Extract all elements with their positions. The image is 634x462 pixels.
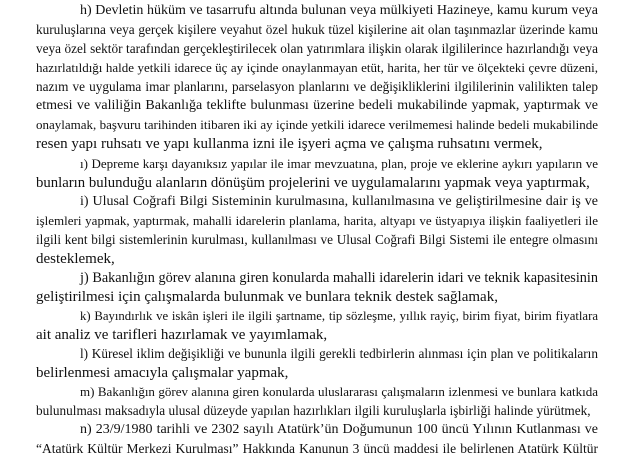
text-line: l) Küresel iklim değişikliği ve bununla ilgili gerekli tedbirlerin alınması için plan ve politikaların xyxy=(80,346,598,361)
text-line: h) Devletin hüküm ve tasarrufu altında bulunan veya mülkiyeti Hazineye, kamu kurum veya xyxy=(80,3,598,18)
text-line: bunların bulunduğu alanların dönüşüm projelerini ve uygulamalarını yapmak veya yaptırmak, xyxy=(36,175,590,191)
text-line: desteklemek, xyxy=(36,251,115,267)
text-line: veya özel sektör tarafından gerçekleştirilecek olan yatırımlara ilişkin olarak ilgililerince hazırlandığı veya xyxy=(36,41,598,56)
text-line: geliştirilmesi için çalışmalarda bulunmak ve bunlara teknik destek sağlamak, xyxy=(36,289,498,305)
text-line: j) Bakanlığın görev alanına giren konularda mahalli idarelerin idari ve teknik kapasitesinin xyxy=(80,270,598,286)
text-line: ı) Depreme karşı dayanıksız yapılar ile imar mevzuatına, plan, proje ve eklerine aykırı yapıların ve xyxy=(80,156,598,171)
text-line: etmesi ve valiliğin Bakanlığa teklifte bulunması üzerine bedeli mukabilinde yapmak, yaptırmak ve xyxy=(36,98,598,113)
text-line: n) 23/9/1980 tarihli ve 2302 sayılı Atatürk’ün Doğumunun 100 üncü Yılının Kutlanması ve xyxy=(80,422,598,437)
text-line: kuruluşlarına veya gerçek kişilere veyahut özel hukuk tüzel kişilerine ait olan taşınmazlar üzerinde kamu xyxy=(36,22,598,37)
text-line: işlemleri yapmak, yaptırmak, mahalli idarelerin planlama, harita, altyapı ve üstyapıya ilişkin faaliyetleri ile xyxy=(36,213,598,228)
text-line: k) Bayındırlık ve iskân işleri ile ilgili şartname, tip sözleşme, yıllık rayiç, birim fiyat, birim fiyatlara xyxy=(80,309,598,323)
text-line: bulunulması maksadıyla ulusal düzeyde yapılan hazırlıkları ilgili kuruluşlarla işbirliği halinde yürütmek, xyxy=(36,403,591,418)
text-line: i) Ulusal Coğrafi Bilgi Sisteminin kurulmasına, kullanılmasına ve geliştirilmesine dair iş ve xyxy=(80,194,598,209)
text-line: nazım ve uygulama imar planlarını, parselasyon planlarını ve değişikliklerini ilgililerinin valilikten talep xyxy=(36,79,598,94)
text-line: onaylamak, başvuru tarihinden itibaren iki ay içinde yetkili idarece verilmemesi halinde bedeli mukabilinde xyxy=(36,117,598,132)
text-line: “Atatürk Kültür Merkezi Kurulması” Hakkında Kanunun 3 üncü maddesi ile belirlenen Atatürk Kültür xyxy=(36,441,598,456)
text-line: ilgili kent bilgi sistemlerinin kurulması, kullanılması ve Ulusal Coğrafi Bilgi Sistemi ile entegre olmasını xyxy=(36,232,598,247)
text-line: hazırlatıldığı halde yetkili idarece üç ay içinde onaylanmayan etüt, harita, her tür ve ölçekteki çevre düzeni, xyxy=(36,60,598,75)
text-line: ait analiz ve tarifleri hazırlamak ve yayımlamak, xyxy=(36,327,328,343)
text-line: resen yapı ruhsatı ve yapı kullanma izni ile işyeri açma ve çalışma ruhsatını vermek, xyxy=(36,136,543,152)
text-line: belirlenmesi amacıyla çalışmalar yapmak, xyxy=(36,365,289,381)
text-line: m) Bakanlığın görev alanına giren konularda uluslararası çalışmaların izlenmesi ve bunlara katkıda xyxy=(80,384,598,399)
